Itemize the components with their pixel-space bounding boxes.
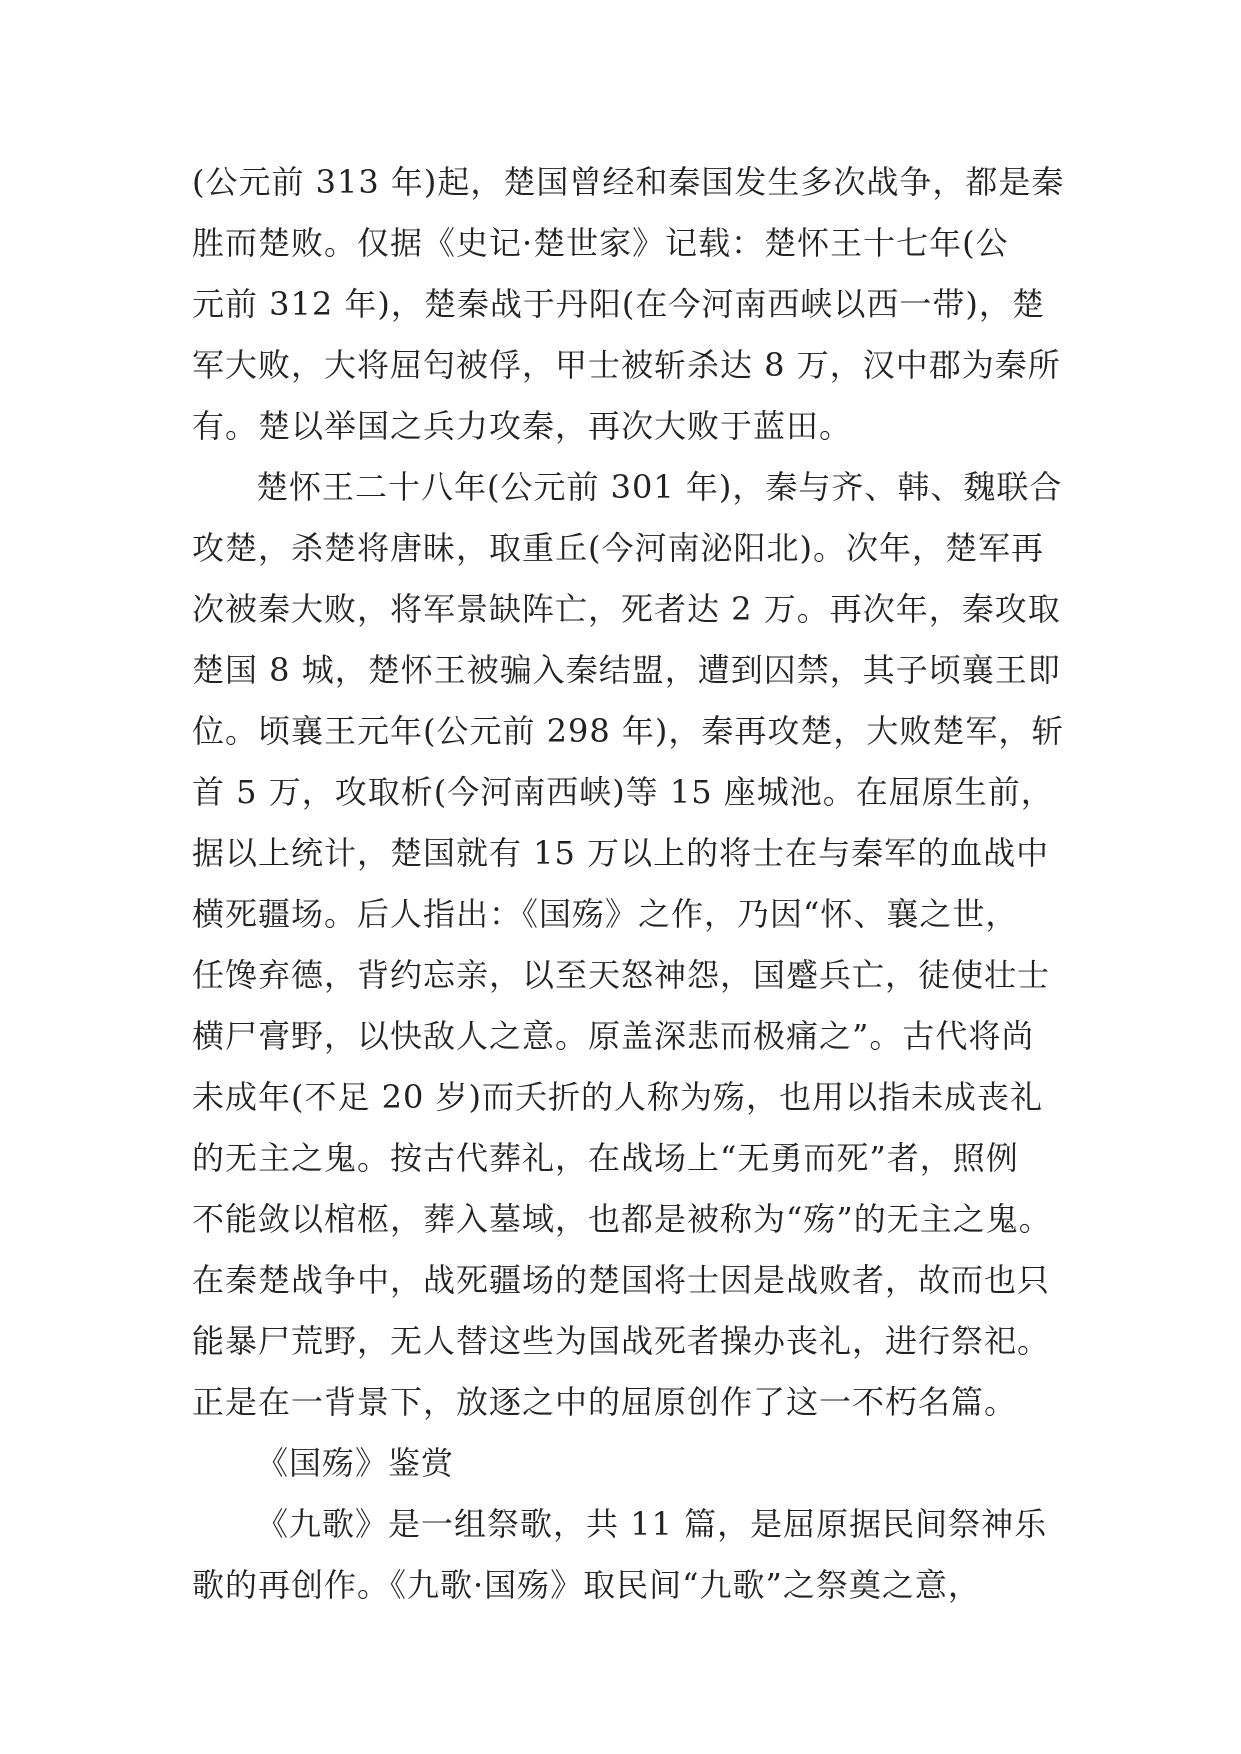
- section-heading: 《国殇》鉴赏: [256, 1444, 455, 1482]
- text-line: 有。楚以举国之兵力攻秦，再次大败于蓝田。: [192, 407, 853, 445]
- text-line: 攻楚，杀楚将唐昧，取重丘(今河南泌阳北)。次年，楚军再: [192, 529, 1044, 567]
- text-line: (公元前 313 年)起，楚国曾经和秦国发生多次战争，都是秦: [192, 163, 1065, 201]
- paragraph-start-line: 楚怀王二十八年(公元前 301 年)，秦与齐、韩、魏联合: [256, 468, 1063, 506]
- text-line: 横死疆场。后人指出：《国殇》之作，乃因“怀、襄之世，: [192, 895, 1019, 933]
- document-page: [192, 152, 1065, 1616]
- text-line: 首 5 万，攻取析(今河南西峡)等 15 座城池。在屈原生前，: [192, 773, 1054, 811]
- text-line: 未成年(不足 20 岁)而夭折的人称为殇，也用以指未成丧礼: [192, 1078, 1044, 1116]
- text-line: 据以上统计，楚国就有 15 万以上的将士在与秦军的血战中: [192, 834, 1050, 872]
- text-line: 胜而楚败。仅据《史记·楚世家》记载：楚怀王十七年(公: [192, 224, 1009, 262]
- text-line: 的无主之鬼。按古代葬礼，在战场上“无勇而死”者，照例: [192, 1139, 1019, 1177]
- text-line: 正是在一背景下，放逐之中的屈原创作了这一不朽名篇。: [192, 1383, 1018, 1421]
- text-line: 军大败，大将屈匄被俘，甲士被斩杀达 8 万，汉中郡为秦所: [192, 346, 1061, 384]
- text-line: 元前 312 年)，楚秦战于丹阳(在今河南西峡以西一带)，楚: [192, 285, 1045, 323]
- text-line: 横尸膏野，以快敌人之意。原盖深悲而极痛之”。古代将尚: [192, 1017, 1035, 1055]
- text-line: 在秦楚战争中，战死疆场的楚国将士因是战败者，故而也只: [192, 1261, 1051, 1299]
- text-line: 位。顷襄王元年(公元前 298 年)，秦再攻楚，大败楚军，斩: [192, 712, 1065, 750]
- paragraph-start-line: 《九歌》是一组祭歌，共 11 篇，是屈原据民间祭神乐: [256, 1505, 1048, 1543]
- text-line: 歌的再创作。《九歌·国殇》取民间“九歌”之祭奠之意，: [192, 1566, 981, 1604]
- text-line: 楚国 8 城，楚怀王被骗入秦结盟，遭到囚禁，其子顷襄王即: [192, 651, 1061, 689]
- text-line: 能暴尸荒野，无人替这些为国战死者操办丧礼，进行祭祀。: [192, 1322, 1051, 1360]
- text-line: 任馋弃德，背约忘亲，以至天怒神怨，国蹙兵亡，徒使壮士: [192, 956, 1051, 994]
- text-line: 次被秦大败，将军景缺阵亡，死者达 2 万。再次年，秦攻取: [192, 590, 1061, 628]
- text-line: 不能敛以棺柩，葬入墓域，也都是被称为“殇”的无主之鬼。: [192, 1200, 1052, 1238]
